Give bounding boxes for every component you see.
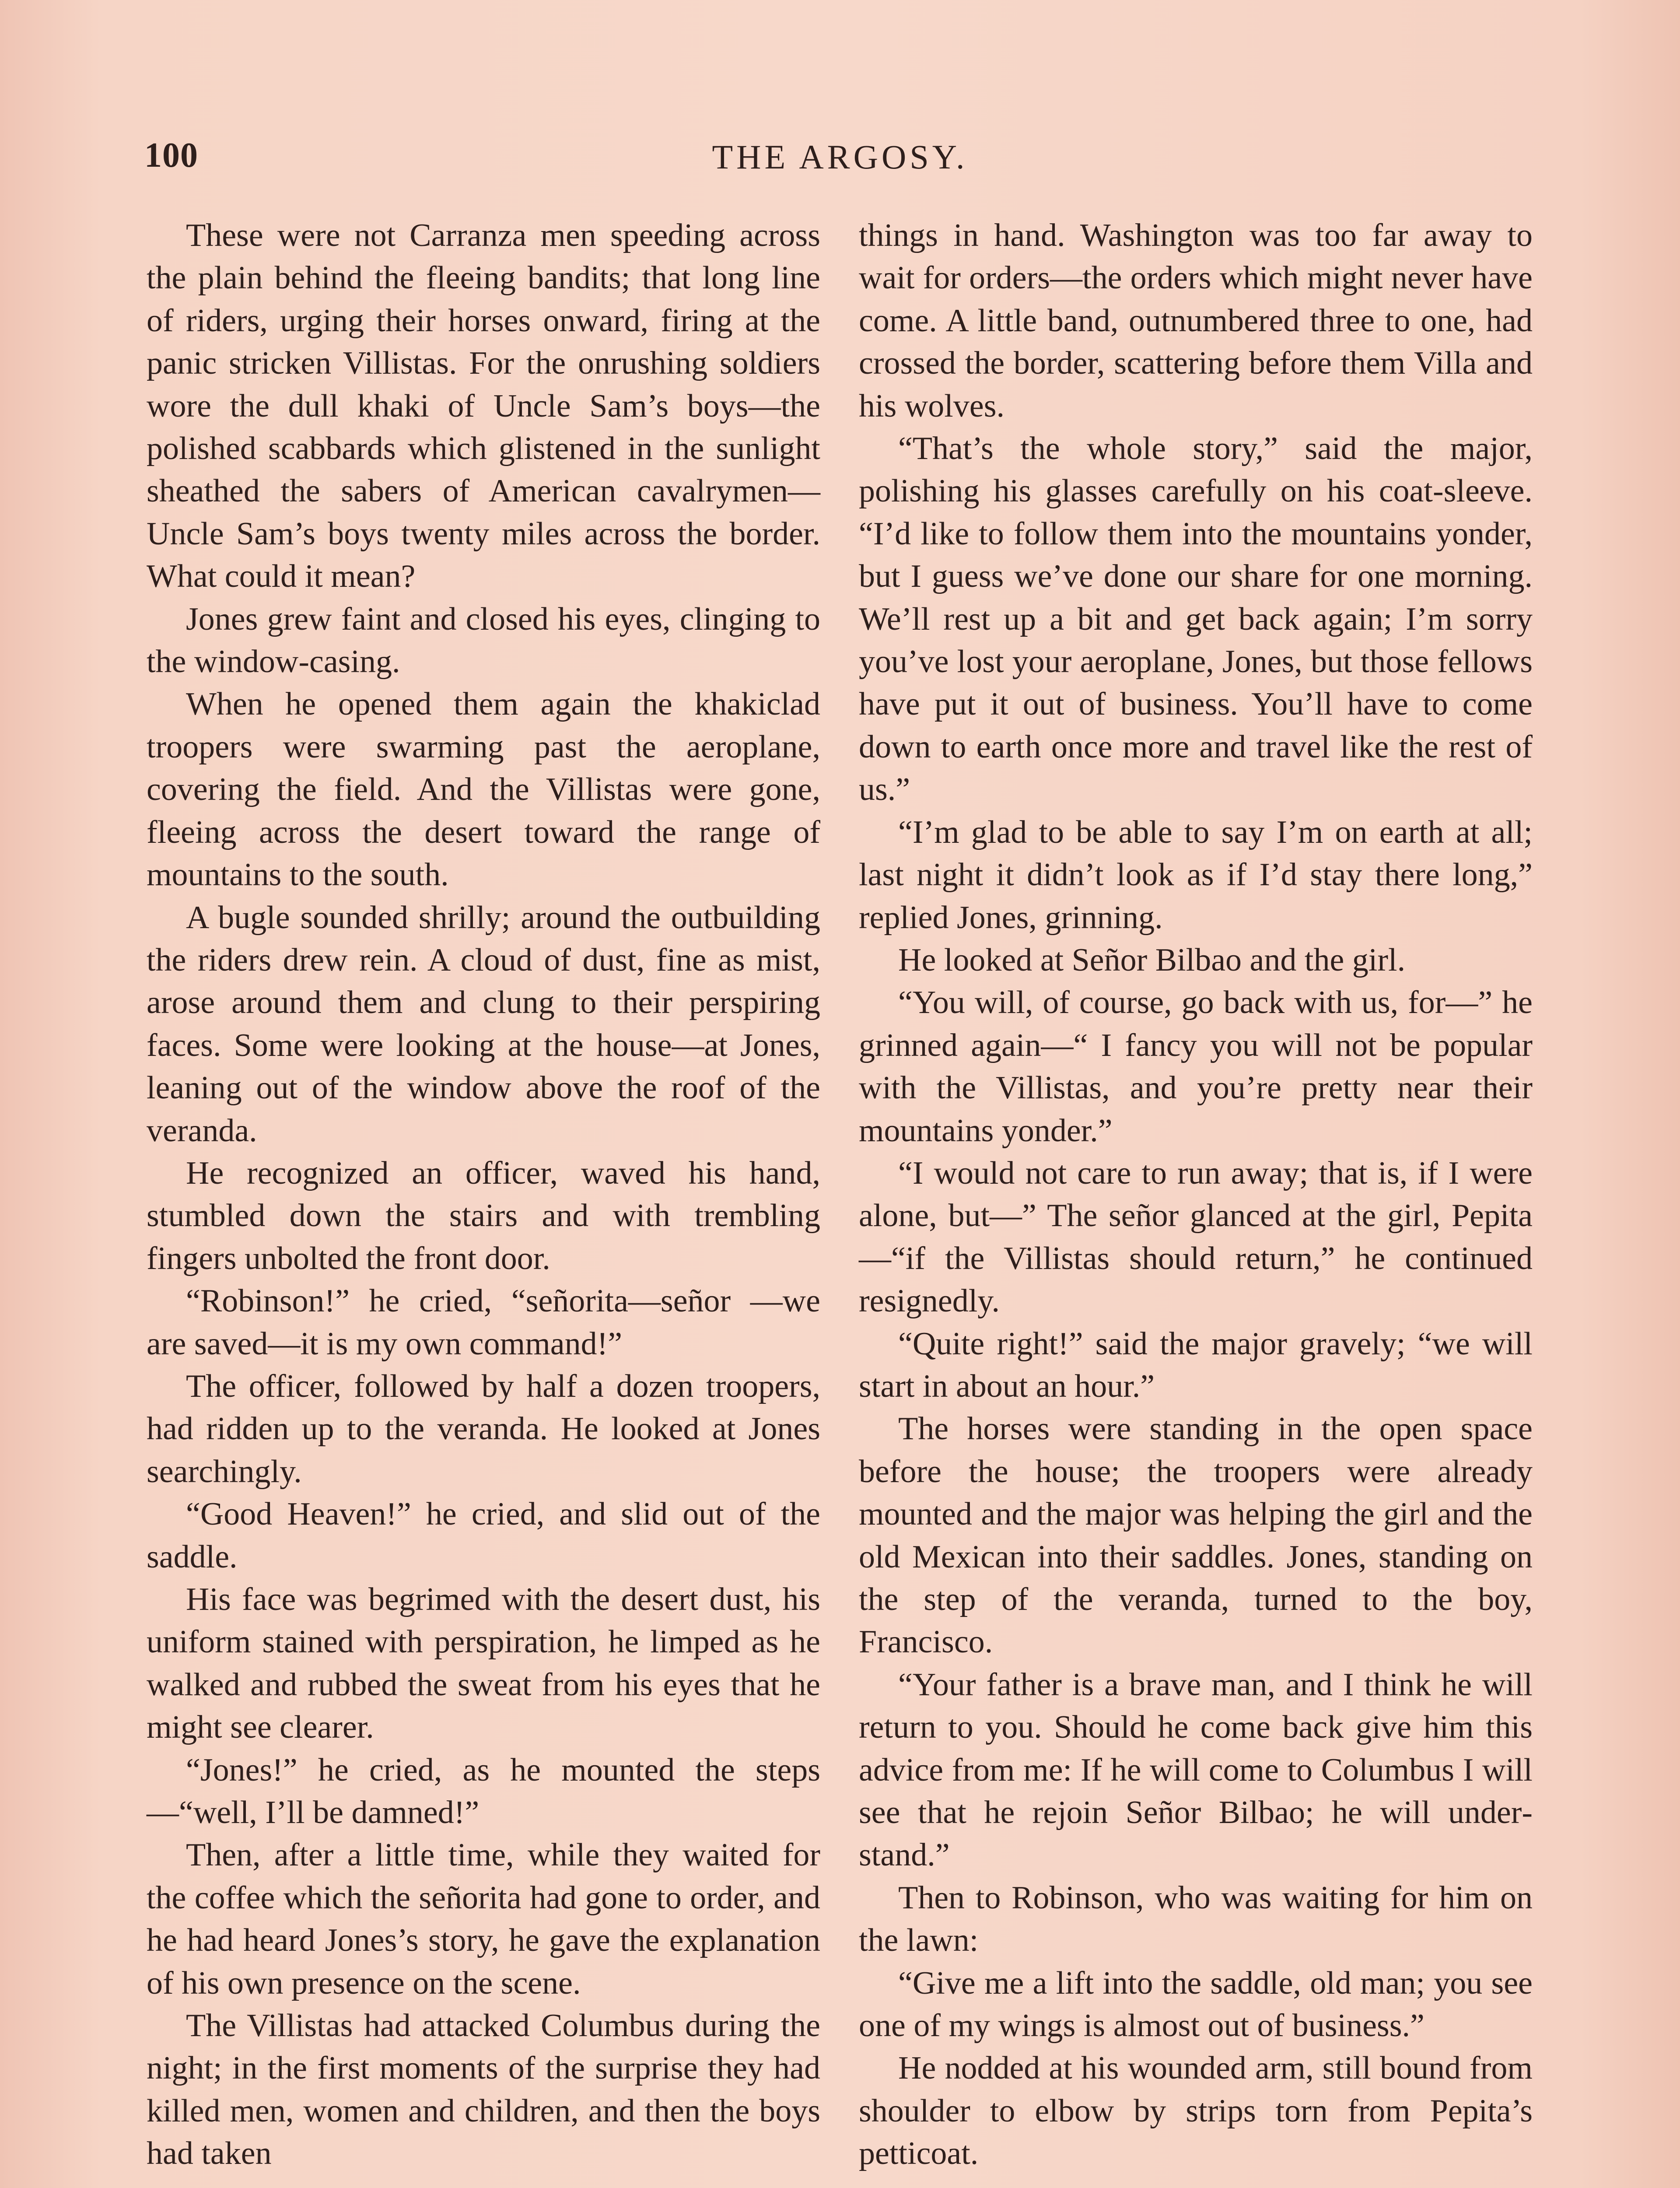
paragraph: “Your father is a brave man, and I think he will return to you. Should he come back give him this advice from me: If he will come to Columbus I will see that he rejoin Señor Bilbao; he will understand.” (859, 1666, 1533, 1873)
paragraph: “I would not care to run away; that is, if I were alone, but—” The señor glanced at the girl, Pepita—“if the Villistas should return,” he continued resignedly. (859, 1155, 1533, 1319)
paragraph: “I’m glad to be able to say I’m on earth at all; last night it didn’t look as if I’d stay there long,” replied Jones, grinning. (859, 814, 1533, 936)
paragraph: Jones grew faint and closed his eyes, clinging to the window-casing. (147, 601, 820, 680)
page-number: 100 (144, 136, 198, 175)
paragraph: The Villistas had attacked Columbus during the night; in the first moments of the surprise they had killed men, women and children, and then the boys had taken (147, 2008, 820, 2172)
paragraph: These were not Carranza men speeding across the plain behind the fleeing bandits; that long line of riders, urging their horses onward, firing at the panic stricken Villistas. For the onrushing soldiers wore the dull khaki of Uncle Sam’s boys—the polished scabbards which glistened in the sunlight sheathed the sabers of American cavalrymen—Uncle Sam’s boys twenty miles across the border. What could it mean? (147, 217, 820, 595)
running-title: THE ARGOSY. (712, 138, 968, 176)
paragraph: He looked at Señor Bilbao and the girl. (898, 942, 1406, 978)
paragraph: His face was begrimed with the desert dust, his uniform stained with perspiration, he limped as he walked and rubbed the sweat from his eyes that he might see clearer. (147, 1581, 820, 1746)
paragraph: “Good Heaven!” he cried, and slid out of the saddle. (147, 1496, 820, 1575)
right-column (859, 214, 1533, 2175)
paragraph: He recognized an officer, waved his hand, stumbled down the stairs and with trembling fingers unbolted the front door. (147, 1155, 820, 1276)
paragraph: “Robinson!” he cried, “señorita—señor —we are saved—it is my own command!” (147, 1283, 820, 1362)
paragraph: When he opened them again the khakiclad troopers were swarming past the aeroplane, covering the field. And the Villistas were gone, fleeing across the desert toward the range of mountains to the south. (147, 686, 820, 893)
paragraph: A bugle sounded shrilly; around the outbuilding the riders drew rein. A cloud of dust, fine as mist, arose around them and clung to their perspiring faces. Some were looking at the house—at Jones, leaning out of the window above the roof of the veranda. (147, 899, 820, 1149)
page-header (144, 127, 1536, 179)
paragraph-continuation: things in hand. Washington was too far away to wait for orders—the orders which might never have come. A little band, outnumbered three to one, had crossed the border, scattering before them Villa and his wolves. (859, 217, 1533, 424)
paragraph: “You will, of course, go back with us, for—” he grinned again—“ I fancy you will not be popular with the Villistas, and you’re pretty near their mountains yonder.” (859, 985, 1533, 1149)
paragraph: “Give me a lift into the saddle, old man; you see one of my wings is almost out of business.” (859, 1965, 1533, 2044)
paragraph: Then to Robinson, who was waiting for him on the lawn: (859, 1879, 1533, 1959)
paragraph: He nodded at his wounded arm, still bound from shoulder to elbow by strips torn from Pepita’s petticoat. (859, 2050, 1533, 2172)
paragraph: The officer, followed by half a dozen troopers, had ridden up to the veranda. He looked at Jones searchingly. (147, 1368, 820, 1490)
left-column (147, 214, 820, 2175)
paragraph: “Jones!” he cried, as he mounted the steps—“well, I’ll be damned!” (147, 1752, 820, 1831)
paragraph: The horses were standing in the open space before the house; the troopers were already mounted and the major was helping the girl and the old Mexican into their saddles. Jones, standing on the step of the veranda, turned to the boy, Francisco. (859, 1411, 1533, 1660)
paragraph: “That’s the whole story,” said the major, polishing his glasses carefully on his coat-sleeve. “I’d like to follow them into the mountains yonder, but I guess we’ve done our share for one morning. We’ll rest up a bit and get back again; I’m sorry you’ve lost your aeroplane, Jones, but those fellows have put it out of business. You’ll have to come down to earth once more and travel like the rest of us.” (859, 431, 1533, 808)
paragraph: “Quite right!” said the major gravely; “we will start in about an hour.” (859, 1325, 1533, 1404)
paragraph: Then, after a little time, while they waited for the coffee which the señorita had gone to order, and he had heard Jones’s story, he gave the explanation of his own presence on the scene. (147, 1837, 820, 2001)
